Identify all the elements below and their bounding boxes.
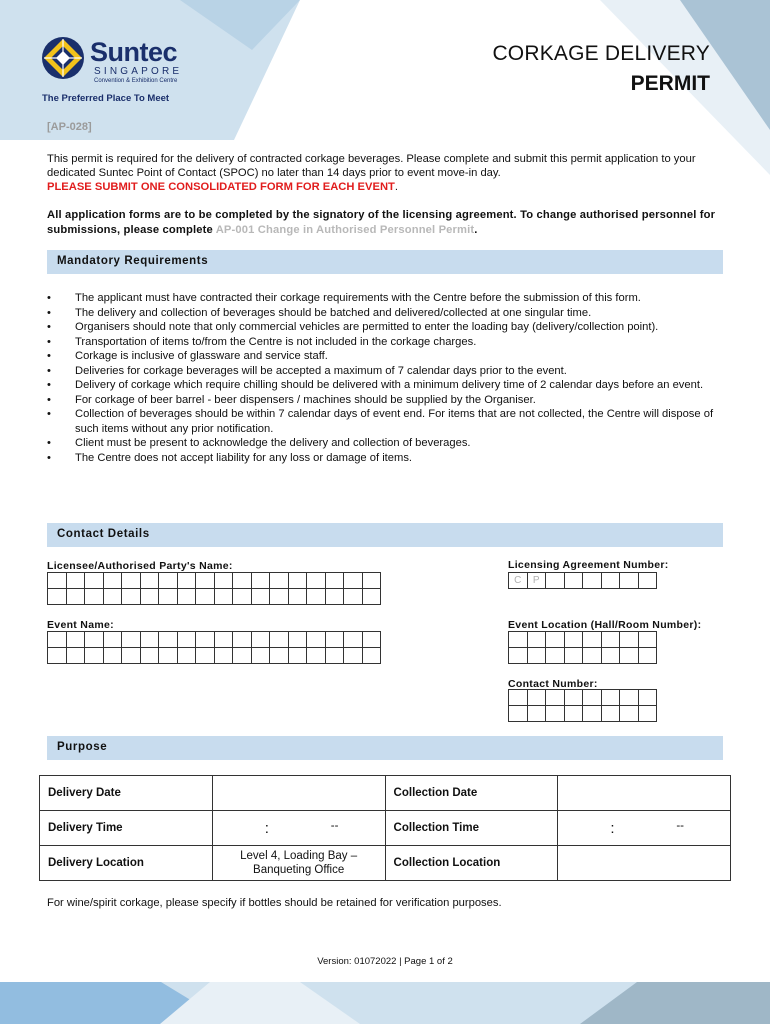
- character-box[interactable]: [638, 648, 657, 664]
- character-box[interactable]: [620, 690, 639, 706]
- character-box[interactable]: [564, 632, 583, 648]
- character-box[interactable]: [177, 589, 196, 605]
- character-box[interactable]: [362, 573, 381, 589]
- list-item: • Corkage is inclusive of glassware and service staff.: [47, 349, 717, 364]
- character-box[interactable]: [214, 648, 233, 664]
- character-box[interactable]: [583, 648, 602, 664]
- character-box[interactable]: [325, 648, 344, 664]
- character-box[interactable]: [66, 648, 85, 664]
- character-box[interactable]: [344, 648, 363, 664]
- character-box[interactable]: [251, 573, 270, 589]
- character-box[interactable]: [66, 632, 85, 648]
- character-box[interactable]: [66, 589, 85, 605]
- character-box[interactable]: [270, 632, 289, 648]
- list-item: • The applicant must have contracted their corkage requirements with the Centre before the submission of this form.: [47, 291, 717, 306]
- event-location-label: Event Location (Hall/Room Number):: [508, 619, 702, 631]
- collection-location-field[interactable]: [558, 846, 731, 881]
- delivery-time-label: Delivery Time: [40, 811, 213, 846]
- character-box[interactable]: [546, 648, 565, 664]
- character-box[interactable]: [103, 648, 122, 664]
- character-box[interactable]: [214, 573, 233, 589]
- character-box[interactable]: [122, 589, 141, 605]
- collection-time-label: Collection Time: [385, 811, 558, 846]
- character-box[interactable]: [122, 632, 141, 648]
- form-code: [AP-028]: [47, 121, 92, 133]
- version-footer: Version: 01072022 | Page 1 of 2: [317, 956, 453, 967]
- character-box[interactable]: [288, 573, 307, 589]
- section-header-mandatory: Mandatory Requirements: [47, 250, 723, 274]
- character-box[interactable]: [546, 690, 565, 706]
- character-box[interactable]: [85, 648, 104, 664]
- grid-row: [509, 690, 657, 706]
- mandatory-requirements-list: [47, 291, 717, 465]
- character-box[interactable]: [48, 648, 67, 664]
- character-box[interactable]: [509, 648, 528, 664]
- character-box[interactable]: [362, 589, 381, 605]
- character-box[interactable]: [196, 648, 215, 664]
- character-box[interactable]: [177, 573, 196, 589]
- character-box[interactable]: [583, 632, 602, 648]
- character-box[interactable]: [564, 690, 583, 706]
- character-box[interactable]: [48, 573, 67, 589]
- character-box[interactable]: [307, 648, 326, 664]
- event-location-grid[interactable]: [508, 631, 657, 664]
- character-box[interactable]: [233, 589, 252, 605]
- character-box[interactable]: [159, 648, 178, 664]
- character-box[interactable]: [601, 706, 620, 722]
- list-item: • Organisers should note that only commercial vehicles are permitted to enter the loading bay (delivery/collection point).: [47, 320, 717, 335]
- authorisation-paragraph: [47, 208, 737, 238]
- character-box[interactable]: [251, 632, 270, 648]
- list-item: • Collection of beverages should be within 7 calendar days of event end. For items that are not collected, the Centre will dispose of such items without any prior notification.: [47, 407, 717, 436]
- character-box[interactable]: [288, 632, 307, 648]
- contact-number-grid[interactable]: [508, 689, 657, 722]
- character-box[interactable]: P: [527, 573, 546, 589]
- licensing-agreement-label: Licensing Agreement Number:: [508, 559, 669, 571]
- list-item: • The Centre does not accept liability for any loss or damage of items.: [47, 451, 717, 466]
- character-box[interactable]: [85, 632, 104, 648]
- character-box[interactable]: [620, 648, 639, 664]
- table-row: [40, 776, 731, 811]
- list-item: • Deliveries for corkage beverages will be accepted a maximum of 7 calendar days prior to the event.: [47, 364, 717, 379]
- submit-warning: PLEASE SUBMIT ONE CONSOLIDATED FORM FOR EACH EVENT: [47, 181, 395, 193]
- character-box[interactable]: [325, 589, 344, 605]
- section-header-purpose: Purpose: [47, 736, 723, 760]
- grid-row: [48, 573, 381, 589]
- tagline: The Preferred Place To Meet: [42, 93, 170, 104]
- table-row: [40, 846, 731, 881]
- suntec-globe-icon: [40, 35, 86, 81]
- character-box[interactable]: [583, 573, 602, 589]
- character-box[interactable]: [325, 573, 344, 589]
- collection-time-field[interactable]: [558, 811, 731, 846]
- character-box[interactable]: [48, 632, 67, 648]
- ap001-link[interactable]: AP-001 Change in Authorised Personnel Permit: [215, 224, 475, 236]
- character-box[interactable]: [620, 706, 639, 722]
- character-box[interactable]: [177, 632, 196, 648]
- grid-row: [509, 706, 657, 722]
- character-box[interactable]: [85, 573, 104, 589]
- delivery-date-field[interactable]: [212, 776, 385, 811]
- collection-date-field[interactable]: [558, 776, 731, 811]
- character-box[interactable]: [546, 632, 565, 648]
- character-box[interactable]: [103, 573, 122, 589]
- character-box[interactable]: [307, 573, 326, 589]
- character-box[interactable]: [288, 648, 307, 664]
- character-box[interactable]: [601, 632, 620, 648]
- page-title-line2: PERMIT: [630, 72, 710, 95]
- character-box[interactable]: [638, 690, 657, 706]
- list-item: • The delivery and collection of beverages should be batched and delivered/collected at one singular time.: [47, 306, 717, 321]
- character-box[interactable]: [159, 573, 178, 589]
- character-box[interactable]: [344, 632, 363, 648]
- ampm-placeholder: --: [676, 820, 684, 832]
- character-box[interactable]: [601, 573, 620, 589]
- character-box[interactable]: [122, 573, 141, 589]
- character-box[interactable]: [583, 706, 602, 722]
- character-box[interactable]: [344, 589, 363, 605]
- character-box[interactable]: [214, 589, 233, 605]
- character-box[interactable]: [564, 648, 583, 664]
- character-box[interactable]: C: [509, 573, 528, 589]
- character-box[interactable]: [233, 573, 252, 589]
- character-box[interactable]: [196, 589, 215, 605]
- delivery-location-value: Level 4, Loading Bay – Banqueting Office: [212, 846, 385, 881]
- grid-row: [509, 648, 657, 664]
- intro-text: This permit is required for the delivery of contracted corkage beverages. Please complete and submit this permit application to your dedicated Suntec Point of Contact (SPOC) no later than 14 days prior to event move-in day.: [47, 153, 696, 179]
- character-box[interactable]: [196, 632, 215, 648]
- character-box[interactable]: [307, 589, 326, 605]
- character-box[interactable]: [509, 690, 528, 706]
- character-box[interactable]: [527, 690, 546, 706]
- character-box[interactable]: [159, 632, 178, 648]
- submit-warning-suffix: .: [394, 181, 398, 193]
- logo-name: Suntec: [90, 37, 178, 67]
- authorisation-suffix: .: [474, 224, 478, 236]
- character-box[interactable]: [527, 632, 546, 648]
- character-box[interactable]: [638, 573, 657, 589]
- licensee-name-label: Licensee/Authorised Party's Name:: [47, 560, 233, 572]
- authorisation-text: All application forms are to be completed by the signatory of the licensing agreement. To change authorised personnel for submissions, please complete: [47, 209, 716, 236]
- character-box[interactable]: [233, 648, 252, 664]
- time-colon: :: [610, 820, 615, 837]
- character-box[interactable]: [564, 573, 583, 589]
- character-box[interactable]: [288, 589, 307, 605]
- grid-row: [509, 632, 657, 648]
- character-box[interactable]: [638, 706, 657, 722]
- character-box[interactable]: [620, 573, 639, 589]
- character-box[interactable]: [270, 573, 289, 589]
- intro-paragraph: [47, 152, 727, 194]
- section-header-contact: Contact Details: [47, 523, 723, 547]
- list-item: • For corkage of beer barrel - beer dispensers / machines should be supplied by the Organiser.: [47, 393, 717, 408]
- contact-number-label: Contact Number:: [508, 678, 598, 690]
- grid-row: [48, 632, 381, 648]
- delivery-time-field[interactable]: [212, 811, 385, 846]
- character-box[interactable]: [48, 589, 67, 605]
- list-item: • Client must be present to acknowledge the delivery and collection of beverages.: [47, 436, 717, 451]
- character-box[interactable]: [85, 589, 104, 605]
- time-colon: :: [264, 820, 269, 837]
- suntec-logo: [40, 35, 200, 85]
- purpose-table: [39, 775, 731, 881]
- event-name-grid[interactable]: [47, 631, 381, 664]
- character-box[interactable]: [509, 632, 528, 648]
- character-box[interactable]: [270, 589, 289, 605]
- event-name-label: Event Name:: [47, 619, 114, 631]
- character-box[interactable]: [159, 589, 178, 605]
- character-box[interactable]: [546, 706, 565, 722]
- character-box[interactable]: [103, 632, 122, 648]
- collection-location-label: Collection Location: [385, 846, 558, 881]
- delivery-location-label: Delivery Location: [40, 846, 213, 881]
- grid-row: [48, 648, 381, 664]
- delivery-date-label: Delivery Date: [40, 776, 213, 811]
- character-box[interactable]: [620, 632, 639, 648]
- character-box[interactable]: [307, 632, 326, 648]
- character-box[interactable]: [583, 690, 602, 706]
- character-box[interactable]: [233, 632, 252, 648]
- character-box[interactable]: [362, 648, 381, 664]
- character-box[interactable]: [140, 573, 159, 589]
- character-box[interactable]: [214, 632, 233, 648]
- character-box[interactable]: [251, 589, 270, 605]
- character-box[interactable]: [601, 648, 620, 664]
- character-box[interactable]: [344, 573, 363, 589]
- character-box[interactable]: [638, 632, 657, 648]
- grid-row: [509, 573, 657, 589]
- footnote: For wine/spirit corkage, please specify if bottles should be retained for verification purposes.: [47, 897, 502, 909]
- character-box[interactable]: [66, 573, 85, 589]
- character-box[interactable]: [509, 706, 528, 722]
- ampm-placeholder: --: [330, 820, 339, 832]
- list-item: • Delivery of corkage which require chilling should be delivered with a minimum delivery time of 2 calendar days before an event.: [47, 378, 717, 393]
- character-box[interactable]: [362, 632, 381, 648]
- character-box[interactable]: [564, 706, 583, 722]
- character-box[interactable]: [527, 706, 546, 722]
- character-box[interactable]: [270, 648, 289, 664]
- character-box[interactable]: [601, 690, 620, 706]
- list-item: • Transportation of items to/from the Centre is not included in the corkage charges.: [47, 335, 717, 350]
- licensee-name-grid[interactable]: [47, 572, 381, 605]
- logo-subtitle-small: Convention & Exhibition Centre: [94, 78, 178, 84]
- character-box[interactable]: [140, 648, 159, 664]
- character-box[interactable]: [196, 573, 215, 589]
- character-box[interactable]: [140, 589, 159, 605]
- character-box[interactable]: [177, 648, 196, 664]
- character-box[interactable]: [140, 632, 159, 648]
- character-box[interactable]: [103, 589, 122, 605]
- logo-subtitle: SINGAPORE: [94, 66, 183, 77]
- character-box[interactable]: [122, 648, 141, 664]
- collection-date-label: Collection Date: [385, 776, 558, 811]
- grid-row: [48, 589, 381, 605]
- character-box[interactable]: [325, 632, 344, 648]
- character-box[interactable]: [546, 573, 565, 589]
- table-row: [40, 811, 731, 846]
- licensing-agreement-grid[interactable]: [508, 572, 657, 589]
- page-title-line1: CORKAGE DELIVERY: [492, 42, 710, 65]
- character-box[interactable]: [251, 648, 270, 664]
- character-box[interactable]: [527, 648, 546, 664]
